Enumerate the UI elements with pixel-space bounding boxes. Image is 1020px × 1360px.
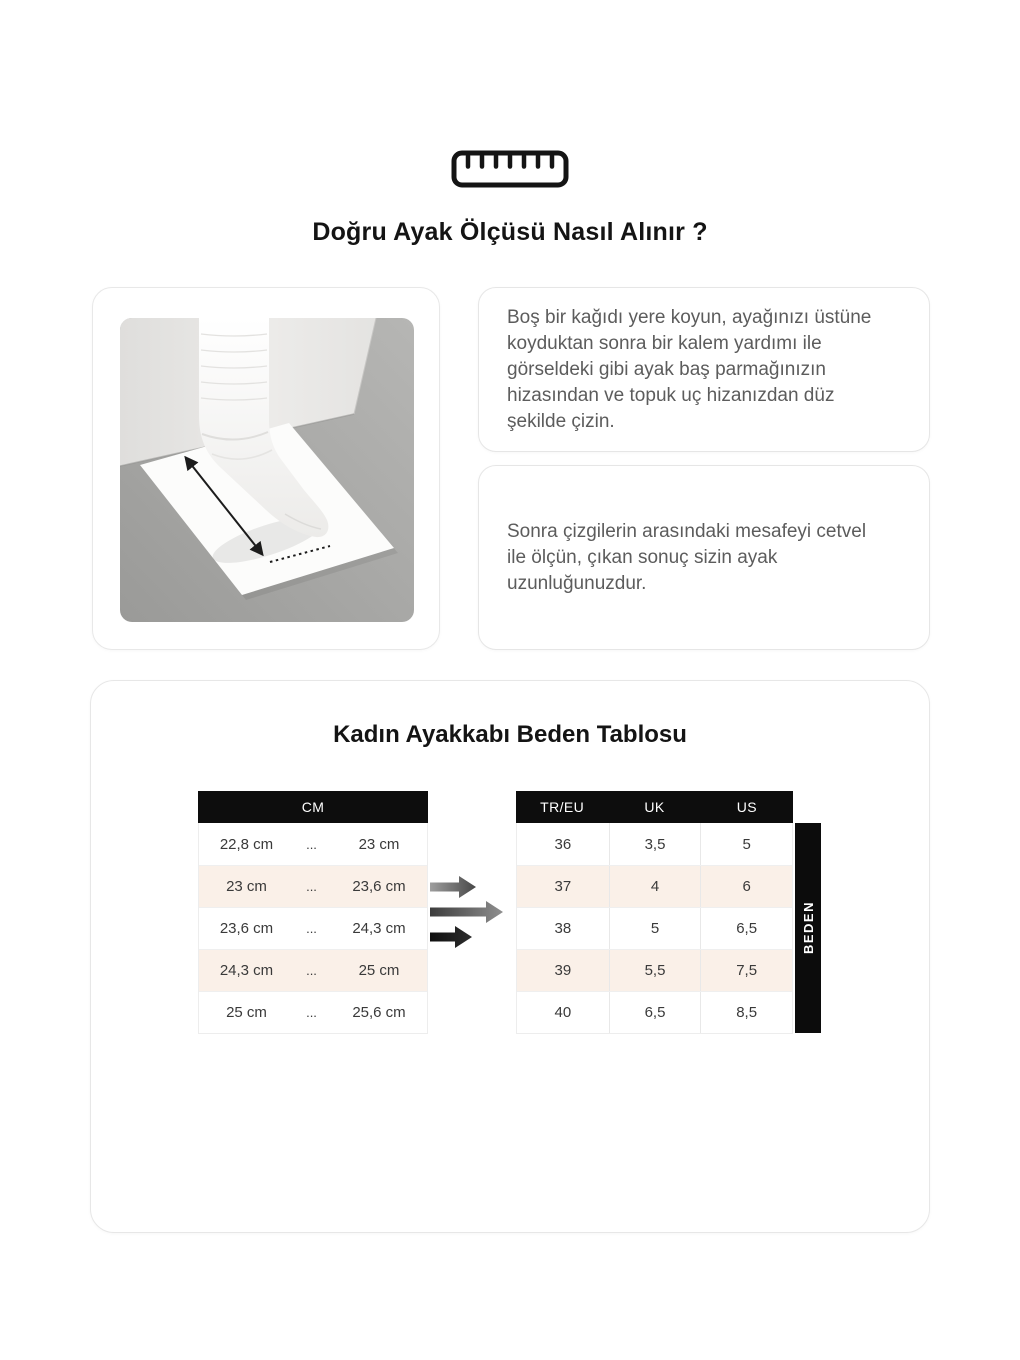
page-header: [0, 150, 1020, 247]
size-cell: 40: [554, 1004, 572, 1021]
table-row: [199, 991, 427, 1033]
table-row: [517, 949, 792, 991]
howto-steps: [478, 287, 930, 650]
size-table-title: Kadın Ayakkabı Beden Tablosu: [333, 721, 687, 748]
table-row: [199, 949, 427, 991]
cm-sep: ...: [306, 879, 317, 894]
size-cell: 7,5: [700, 950, 792, 991]
size-cell: 4: [609, 866, 701, 907]
size-cell: 5: [700, 823, 792, 865]
size-cell: 6,5: [609, 992, 701, 1033]
foot-measurement-photo: [120, 318, 414, 622]
size-conversion-arrows-icon: [429, 875, 507, 958]
table-row: [199, 907, 427, 949]
step-box-2: [478, 465, 930, 650]
size-cell: 36: [554, 835, 572, 853]
table-row: [517, 907, 792, 949]
page-title: Doğru Ayak Ölçüsü Nasıl Alınır ?: [312, 218, 708, 246]
table-row: [199, 865, 427, 907]
size-cell: 8,5: [700, 992, 792, 1033]
beden-label-text: BEDEN: [800, 901, 816, 955]
cm-table-header: CM: [198, 791, 428, 823]
cm-to: 25,6 cm: [352, 1004, 406, 1021]
cm-to: 23 cm: [358, 835, 400, 853]
size-cell: 39: [554, 962, 572, 979]
size-table-section: [90, 680, 930, 1233]
international-size-table: [516, 791, 793, 1034]
col-header-uk: UK: [644, 799, 665, 815]
table-row: [517, 991, 792, 1033]
size-cell: 37: [554, 878, 572, 895]
size-cell: 5,5: [609, 950, 701, 991]
size-table-header-row: [516, 791, 793, 823]
cm-to: 24,3 cm: [352, 920, 406, 937]
cm-to: 23,6 cm: [352, 878, 406, 895]
cm-sep: ...: [306, 836, 317, 852]
howto-section: [92, 287, 930, 650]
cm-from: 23 cm: [226, 878, 267, 895]
table-row: [517, 865, 792, 907]
step-1-text: Boş bir kağıdı yere koyun, ayağınızı üstüne koyduktan sonra bir kalem yardımı ile görseldeki gibi ayak baş parmağınızın hizasından ve topuk uç hizanızdan düz şekilde çizin.: [507, 306, 872, 432]
table-row: [517, 823, 792, 865]
size-cell: 6: [700, 866, 792, 907]
cm-from: 25 cm: [226, 1004, 267, 1021]
size-cell: 6,5: [700, 908, 792, 949]
col-header-us: US: [736, 799, 757, 815]
cm-sep: ...: [306, 1005, 317, 1020]
step-box-1: [478, 287, 930, 452]
beden-side-label: [795, 823, 821, 1033]
table-row: [199, 823, 427, 865]
size-cell: 38: [554, 920, 572, 937]
foot-measurement-photo-card: [92, 287, 440, 650]
cm-table: [198, 791, 428, 1034]
cm-sep: ...: [306, 963, 317, 978]
size-tables: [198, 791, 821, 1034]
col-header-tr-eu: TR/EU: [540, 799, 585, 815]
step-2-text: Sonra çizgilerin arasındaki mesafeyi cetvel ile ölçün, çıkan sonuç sizin ayak uzunluğunuzdur.: [507, 520, 867, 594]
size-cell: 5: [609, 908, 701, 949]
cm-from: 23,6 cm: [219, 920, 274, 937]
size-cell: 3,5: [609, 823, 701, 865]
ruler-icon: [0, 150, 1020, 188]
cm-to: 25 cm: [358, 962, 400, 979]
cm-sep: ...: [306, 921, 317, 936]
cm-from: 22,8 cm: [219, 835, 274, 853]
cm-from: 24,3 cm: [219, 962, 274, 979]
